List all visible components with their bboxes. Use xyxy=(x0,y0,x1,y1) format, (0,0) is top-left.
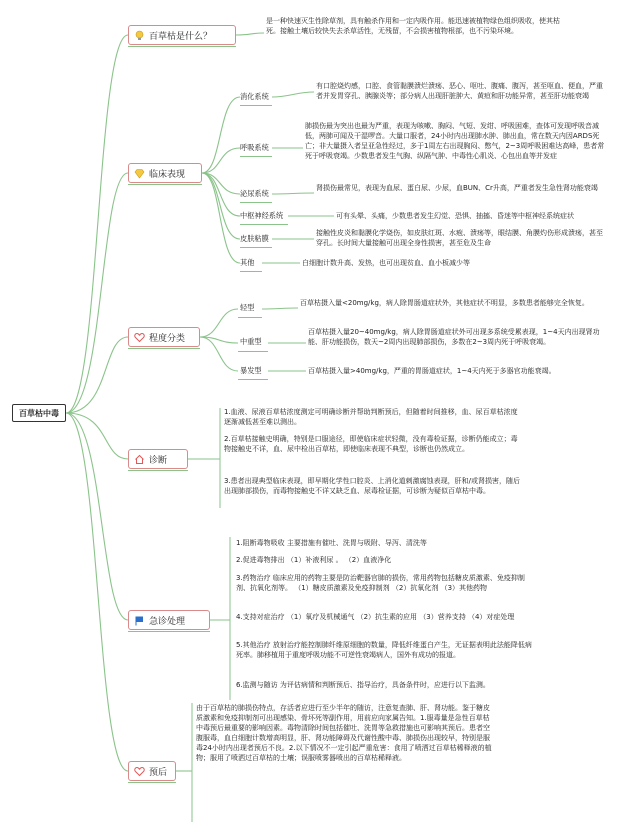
topic-emergency-treatment[interactable] xyxy=(128,610,210,630)
severity-text-moderate: 百草枯摄入量20~40mg/kg，病人除胃肠道症状外可出现多系统受累表现，1~4天内出现肾功能、肝功能损伤，数天~2周内出现肺部损伤，多数在2~3周内死于呼吸衰竭。 xyxy=(308,328,600,346)
connector-root-what xyxy=(66,35,128,413)
topic-what-is-paraquat[interactable] xyxy=(128,25,236,45)
treatment-point-1: 1.阻断毒物吸收 主要措施有催吐、洗胃与吸附、导泻、清洗等 xyxy=(236,539,427,547)
clinical-text-cns: 可有头晕、头痛，少数患者发生幻觉、恐惧、抽搐、昏迷等中枢神经系统症状 xyxy=(336,212,574,220)
clinical-item-other[interactable]: 其他 xyxy=(240,258,255,267)
heart-icon xyxy=(134,332,145,343)
clinical-text-skin: 接触性皮炎和黏膜化学烧伤，如皮肤红斑、水疱、溃疡等，眼结膜、角膜灼伤形成溃疡，甚至穿孔。长时间大量接触可出现全身性损害，甚至危及生命 xyxy=(316,229,603,247)
connector-root-diagnosis xyxy=(66,413,128,459)
home-icon xyxy=(134,454,145,465)
topic-prognosis[interactable] xyxy=(128,761,176,781)
diagnosis-point-1: 1.血液、尿液百草枯浓度测定可明确诊断并帮助判断预后，但随着时间推移，血、尿百草枯浓度逐渐减低甚至难以测出。 xyxy=(224,408,518,426)
heart-icon xyxy=(134,766,145,777)
clinical-text-respiratory: 肺损伤最为突出也最为严重，表现为咳嗽、胸闷、气短、发绀、呼吸困难，查体可发现呼吸音减低，两肺可闻及干湿啰音。大量口服者，24小时内出现肺水肿、肺出血，常在数天内因ARDS死亡；非大量摄入者呈亚急性经过，多于1周左右出现胸闷、憋气，2~3周呼吸困难达高峰，患者常死于呼吸衰竭。少数患者发生气胸、纵隔气肿、中毒性心肌炎、心包出血等并发症 xyxy=(305,122,605,160)
root-node[interactable]: 百草枯中毒 xyxy=(12,404,66,422)
treatment-point-3: 3.药物治疗 临床应用的药物主要是防治靶器官肺的损伤，常用药物包括糖皮质激素、免疫抑制剂、抗氧化剂等。 （1）糖皮质激素及免疫抑制剂 （2）抗氧化剂 （3）其他药物 xyxy=(236,574,525,592)
prognosis-text: 由于百草枯的肺损伤特点，存活者应进行至少半年的随访，注意复查肺、肝、肾功能。鉴于糖皮质激素和免疫抑制剂可出现感染、骨坏死等副作用，用前应向家属告知。1.服毒量是急性百草枯中毒预后最重要的影响因素。毒物清除时间包括催吐、洗胃等急救措施也可影响其预后。患者空腹服毒，血白细胞计数增高明显，肝、肾功能障碍及代谢性酸中毒、肺损伤出现较早，特别是服毒24小时内出现者预后不良。2.以下情况不一定引起严重危害：食用了喷洒过百草枯稀释液的植物；服用了喷洒过百草枯的土壤；误服喷雾器喷出的百草枯稀释液。 xyxy=(196,704,492,762)
clinical-item-respiratory[interactable]: 呼吸系统 xyxy=(240,143,269,152)
topic-label: 百草枯是什么？ xyxy=(149,31,213,42)
severity-item-mild[interactable]: 轻型 xyxy=(240,303,255,312)
connector-root-clinical xyxy=(66,173,128,413)
flag-icon xyxy=(134,615,145,626)
clinical-text-other: 白细胞计数升高、发热，也可出现贫血、血小板减少等 xyxy=(302,259,470,267)
treatment-point-2: 2.促进毒物排出 （1）补液利尿 。 （2）血液净化 xyxy=(236,556,392,564)
topic-label: 程度分类 xyxy=(149,333,186,344)
treatment-point-4: 4.支持对症治疗 （1）氧疗及机械通气 （2）抗生素的应用 （3）营养支持 （4）对症处理 xyxy=(236,613,515,621)
topic-severity[interactable] xyxy=(128,327,200,347)
severity-item-fulminant[interactable]: 暴发型 xyxy=(240,366,262,375)
clinical-item-cns[interactable]: 中枢神经系统 xyxy=(240,211,284,220)
treatment-point-6: 6.监测与随访 为评估病情和判断预后、指导治疗，具备条件时，应进行以下监测。 xyxy=(236,681,490,689)
severity-item-moderate[interactable]: 中重型 xyxy=(240,337,262,346)
severity-text-fulminant: 百草枯摄入量>40mg/kg，严重的胃肠道症状，1~4天内死于多器官功能衰竭。 xyxy=(308,367,556,375)
topic-label: 急诊处理 xyxy=(149,616,186,627)
what-description: 是一种快速灭生性除草剂，具有触杀作用和一定内吸作用。能迅速被植物绿色组织吸收，使其枯死。接触土壤后较快失去杀草活性，无残留，不会损害植物根部，也不污染环境。 xyxy=(266,17,560,35)
clinical-text-urinary: 肾损伤最常见，表现为血尿、蛋白尿、少尿，血BUN、Cr升高，严重者发生急性肾功能衰竭 xyxy=(316,184,598,192)
clinical-text-digestive: 有口腔烧灼感，口腔、食管黏膜溃烂溃疡、恶心、呕吐、腹痛、腹泻，甚至呕血、便血，严重者并发胃穿孔、胰腺炎等；部分病人出现肝脏肿大、黄疸和肝功能异常，甚至肝功能衰竭 xyxy=(316,82,603,100)
topic-clinical[interactable] xyxy=(128,163,202,183)
treatment-point-5: 5.其他治疗 放射治疗能控制肺纤维原细胞的数量，降低纤维蛋白产生，无证据表明此法能降低病死率。肺移植用于重度呼吸功能不可逆性衰竭病人，国外有成功的报道。 xyxy=(236,641,532,659)
connector-root-prognosis xyxy=(66,413,128,771)
diagnosis-point-3: 3.患者出现典型临床表现，即早期化学性口腔炎、上消化道刺激腐蚀表现，肝和/或肾损害，随后出现肺部损伤，而毒物接触史不详又缺乏血、尿毒检证据，可诊断为疑似百草枯中毒。 xyxy=(224,477,521,495)
clinical-item-skin[interactable]: 皮肤粘膜 xyxy=(240,234,269,243)
topic-label: 预后 xyxy=(149,767,168,778)
diamond-icon xyxy=(134,168,145,179)
lightbulb-icon xyxy=(134,30,145,41)
topic-diagnosis[interactable] xyxy=(128,449,188,469)
clinical-item-urinary[interactable]: 泌尿系统 xyxy=(240,189,269,198)
severity-text-mild: 百草枯摄入量<20mg/kg，病人除胃肠道症状外，其他症状不明显，多数患者能够完全恢复。 xyxy=(300,299,589,307)
topic-label: 诊断 xyxy=(149,455,168,466)
clinical-item-digestive[interactable]: 消化系统 xyxy=(240,92,269,101)
topic-label: 临床表现 xyxy=(149,169,186,180)
diagnosis-point-2: 2.百草枯接触史明确，特别是口服途径，即使临床症状轻微，没有毒检证据，诊断仍能成立；毒物接触史不详，血、尿中检出百草枯，即使临床表现不典型，诊断也仍然成立。 xyxy=(224,435,518,453)
